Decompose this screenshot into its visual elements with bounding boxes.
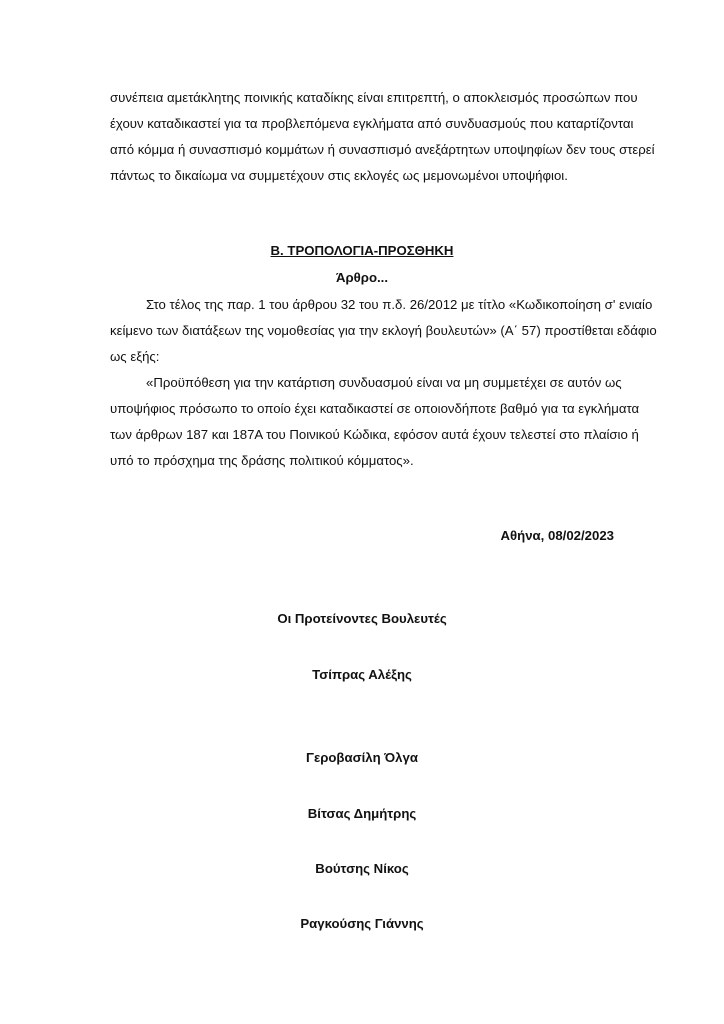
paragraph-line: πάντως το δικαίωμα να συμμετέχουν στις εκλογές ως μεμονωμένοι υποψήφιοι. (110, 168, 568, 183)
signatory-name: Γεροβασίλη Όλγα (306, 750, 418, 765)
signatory-name: Ραγκούσης Γιάννης (300, 916, 424, 931)
amendment-paragraph-1 (110, 292, 657, 370)
continuation-paragraph (110, 85, 655, 189)
paragraph-line: «Προϋπόθεση για την κατάρτιση συνδυασμού είναι να μη συμμετέχει σε αυτόν ως (146, 375, 622, 390)
section-heading: Β. ΤΡΟΠΟΛΟΓΙΑ-ΠΡΟΣΘΗΚΗ (270, 243, 454, 258)
paragraph-line: των άρθρων 187 και 187Α του Ποινικού Κώδικα, εφόσον αυτά έχουν τελεστεί στο πλαίσιο ή (110, 427, 639, 442)
signatories-heading: Οι Προτείνοντες Βουλευτές (277, 611, 447, 626)
signatory-name: Βίτσας Δημήτρης (307, 806, 417, 821)
paragraph-line: υποψήφιος πρόσωπο το οποίο έχει καταδικαστεί σε οποιονδήποτε βαθμό για τα εγκλήματα (110, 401, 640, 416)
paragraph-line: έχουν καταδικαστεί για τα προβλεπόμενα εγκλήματα από συνδυασμούς που καταρτίζονται (110, 116, 634, 131)
signatory-name: Βούτσης Νίκος (315, 861, 409, 876)
paragraph-line: κείμενο των διατάξεων της νομοθεσίας για την εκλογή βουλευτών» (Α΄ 57) προστίθεται εδάφιο (110, 323, 657, 338)
amendment-paragraph-2 (110, 370, 640, 474)
paragraph-line: υπό το πρόσχημα της δράσης πολιτικού κόμματος». (110, 453, 414, 468)
paragraph-line: από κόμμα ή συνασπισμό κομμάτων ή συνασπισμό ανεξάρτητων υποψηφίων δεν τους στερεί (110, 142, 655, 157)
signatory-name: Τσίπρας Αλέξης (312, 667, 412, 682)
paragraph-line: Στο τέλος της παρ. 1 του άρθρου 32 του π.δ. 26/2012 με τίτλο «Κωδικοποίηση σ' ενιαίο (146, 297, 653, 312)
article-heading: Άρθρο... (335, 270, 389, 285)
paragraph-line: συνέπεια αμετάκλητης ποινικής καταδίκης είναι επιτρεπτή, ο αποκλεισμός προσώπων που (110, 90, 638, 105)
place-date: Αθήνα, 08/02/2023 (500, 528, 614, 543)
paragraph-line: ως εξής: (110, 349, 160, 364)
